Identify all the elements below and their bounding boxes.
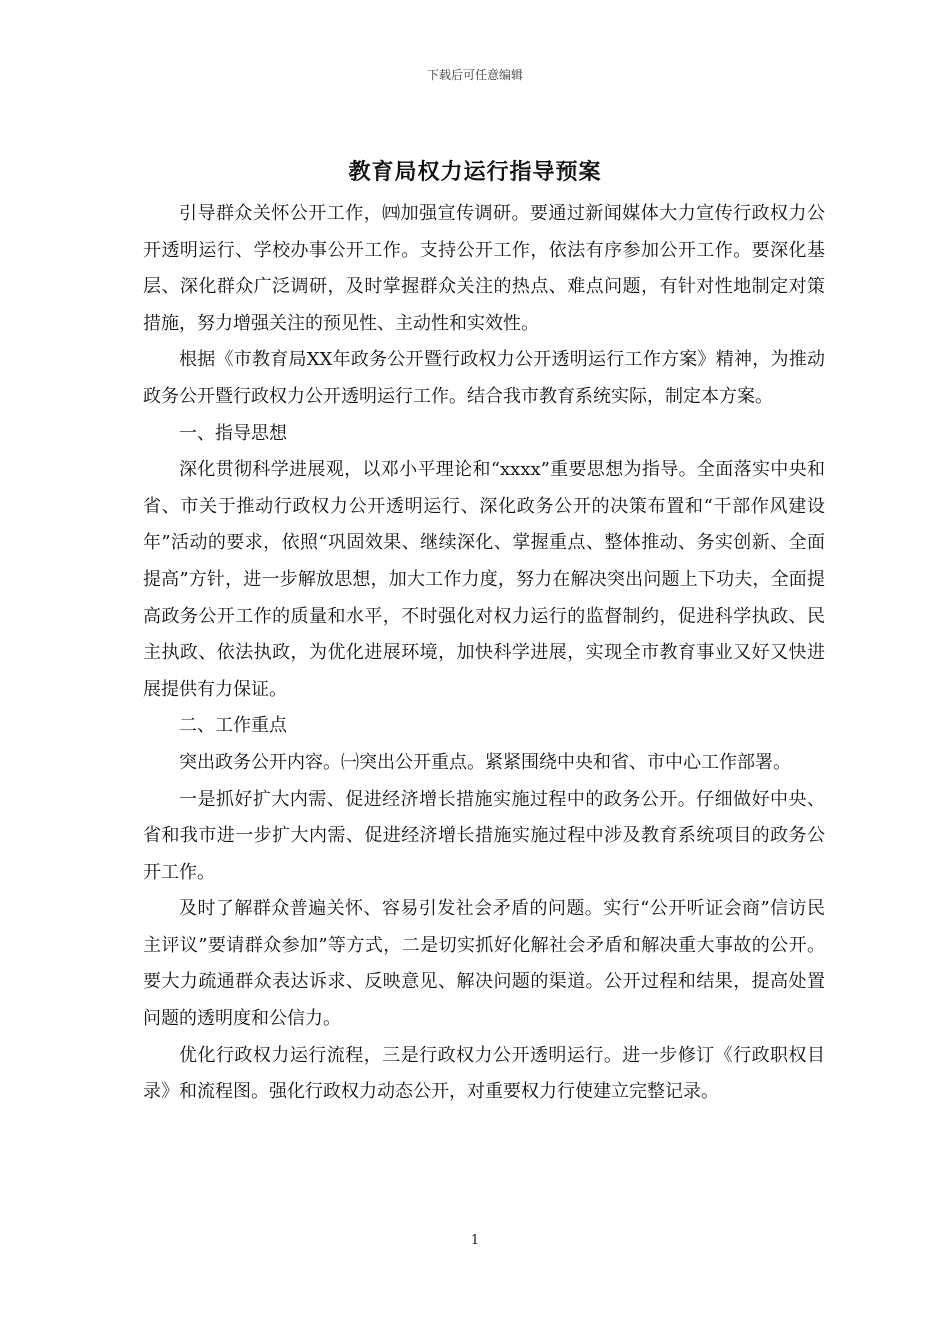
paragraph-2: 根据《市教育局XX年政务公开暨行政权力公开透明运行工作方案》精神，为推动政务公开暨行政权力公开透明运行工作。结合我市教育系统实际，制定本方案。 bbox=[143, 349, 825, 407]
paragraph-3: 深化贯彻科学进展观，以邓小平理论和“xxxx”重要思想为指导。全面落实中央和省、市关于推动行政权力公开透明运行、深化政务公开的决策布置和“干部作风建设年”活动的要求，依照“巩固效果、继续深化、掌握重点、整体推动、务实创新、全面提高”方针，进一步解放思想，加大工作力度，努力在解决突出问题上下功夫，全面提高政务公开工作的质量和水平，不时强化对权力运行的监督制约，促进科学执政、民主执政、依法执政，为优化进展环境，加快科学进展，实现全市教育事业又好又快进展提供有力保证。 bbox=[143, 459, 825, 700]
paragraph-5: 一是抓好扩大内需、促进经济增长措施实施过程中的政务公开。仔细做好中央、省和我市进一步扩大内需、促进经济增长措施实施过程中涉及教育系统项目的政务公开工作。 bbox=[143, 788, 825, 883]
paragraph-1: 引导群众关怀公开工作，㈣加强宣传调研。要通过新闻媒体大力宣传行政权力公开透明运行、学校办事公开工作。支持公开工作，依法有序参加公开工作。要深化基层、深化群众广泛调研，及时掌握群众关注的热点、难点问题，有针对性地制定对策措施，努力增强关注的预见性、主动性和实效性。 bbox=[143, 203, 825, 334]
paragraph-4: 突出政务公开内容。㈠突出公开重点。紧紧围绕中央和省、市中心工作部署。 bbox=[179, 751, 791, 773]
page-number: 1 bbox=[470, 1233, 480, 1248]
header-note: 下载后可任意编辑 bbox=[426, 68, 523, 82]
document-title: 教育局权力运行指导预案 bbox=[348, 160, 602, 185]
section-heading-1: 一、指导思想 bbox=[179, 422, 287, 444]
paragraph-7: 优化行政权力运行流程，三是行政权力公开透明运行。进一步修订《行政职权目录》和流程图。强化行政权力动态公开，对重要权力行使建立完整记录。 bbox=[143, 1044, 825, 1103]
paragraph-6: 及时了解群众普遍关怀、容易引发社会矛盾的问题。实行“公开听证会商”信访民主评议”要请群众参加”等方式，二是切实抓好化解社会矛盾和解决重大事故的公开。要大力疏通群众表达诉求、反映意见、解决问题的渠道。公开过程和结果，提高处置问题的透明度和公信力。 bbox=[143, 898, 825, 1030]
section-heading-2: 二、工作重点 bbox=[179, 715, 287, 737]
document-body bbox=[143, 196, 825, 1111]
